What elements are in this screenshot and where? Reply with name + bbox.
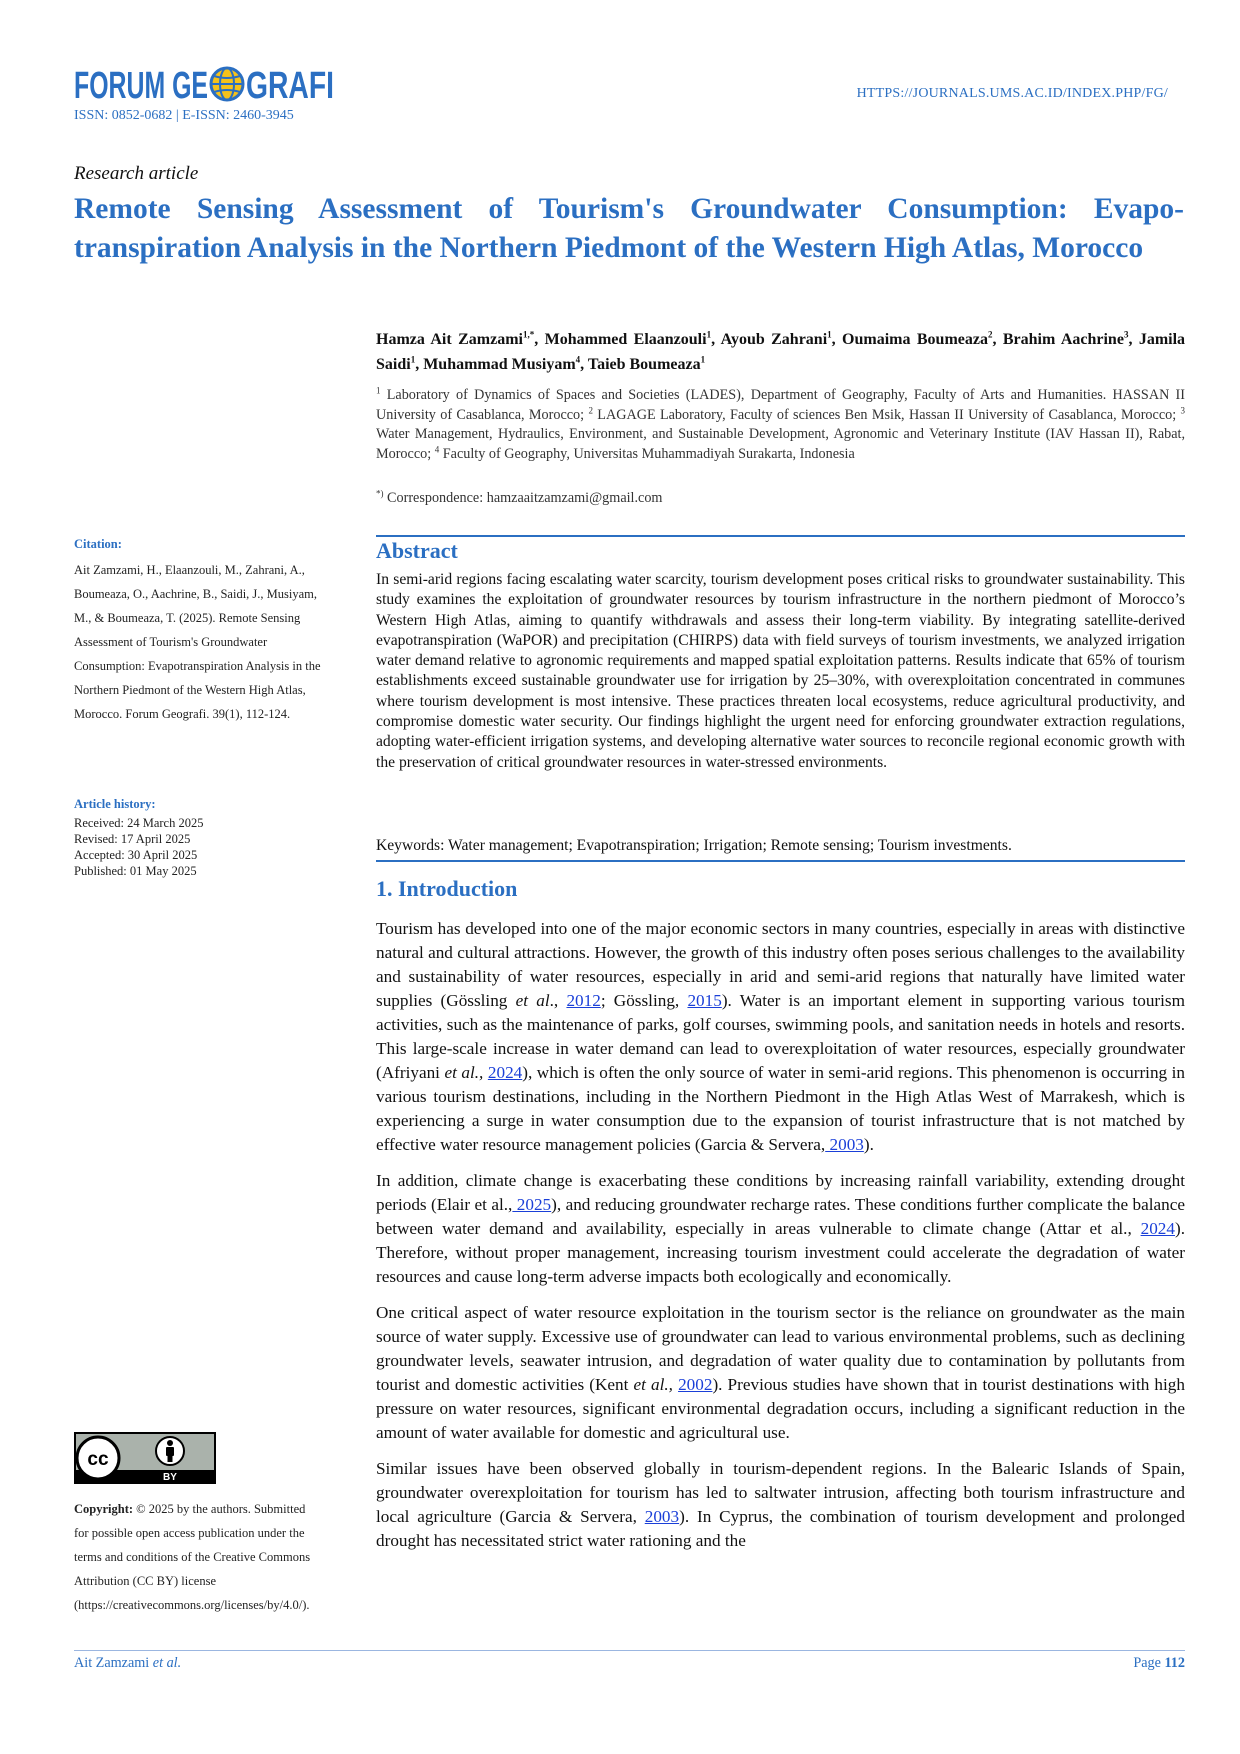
page-number: Page 112 [1133, 1655, 1185, 1671]
copyright-text: © 2025 by the authors. Submitted for possible open access publication under the terms and conditions of the Creative Commons Attribution (CC BY) license (https://creativecommons.org/licenses/by/4.0/). [74, 1502, 311, 1612]
paragraph: Tourism has developed into one of the major economic sectors in many countries, especially in areas with distinctive natural and cultural attractions. However, the growth of this industry often poses serious challenges to the availability and sustainability of water resources, especially in arid and semi-arid regions that naturally have limited water supplies (Gössling et al., 2012; Gössling, 2015). Water is an important element in supporting various tourism activities, such as the maintenance of parks, golf courses, swimming pools, and sanitation needs in hotels and resorts. This large-scale increase in water demand can lead to overexploitation of water resources, especially groundwater (Afriyani et al., 2024), which is often the only source of water in semi-arid regions. This phenomenon is occurring in various tourism destinations, including in the Northern Piedmont in the High Atlas West of Marrakesh, which is experiencing a surge in water consumption due to the expansion of tourist infrastructure that is not matched by effective water resource management policies (Garcia & Servera, 2003). [376, 919, 1186, 1154]
affiliation: Faculty of Geography, Universitas Muhammadiyah Surakarta, Indonesia [442, 445, 855, 462]
article-history-label: Article history: [74, 797, 156, 811]
globe-icon [211, 68, 243, 100]
author: Muhammad Musiyam$^4$ [423, 354, 581, 373]
article-title: Remote Sensing Assessment of Tourism's Groundwater Consumption: Evapo-transpiration Analysis in the Northern Piedmont of the Western High Atlas, Morocco [74, 193, 1184, 264]
history-received: Received: 24 March 2025 [74, 816, 204, 830]
history-revised: Revised: 17 April 2025 [74, 832, 191, 846]
reference-link[interactable]: 2002 [678, 1375, 713, 1394]
journal-url-link[interactable]: HTTPS://JOURNALS.UMS.AC.ID/INDEX.PHP/FG/ [856, 86, 1168, 101]
logo-text-left: FORUM GE [74, 65, 208, 107]
author: Hamza Ait Zamzami$^{1,*}$ [376, 329, 535, 348]
reference-link[interactable]: 2015 [687, 991, 722, 1010]
reference-link[interactable]: 2003 [644, 1507, 680, 1526]
citation-text: Ait Zamzami, H., Elaanzouli, M., Zahrani, A., Boumeaza, O., Aachrine, B., Saidi, J., Musiyam, M., & Boumeaza, T. (2025). Remote Sensing Assessment of Tourism's Groundwater Consumption: Evapotranspiration Analysis in the Northern Piedmont of the Western High Atlas, Morocco. Forum Geografi. 39(1), 112-124. [74, 563, 321, 721]
author: Mohammed Elaanzouli$^1$ [544, 329, 712, 348]
reference-link[interactable]: 2024 [1140, 1219, 1175, 1238]
cc-by-license-badge[interactable] [74, 1432, 216, 1484]
affiliations: $^1$ Laboratory of Dynamics of Spaces and Societies (LADES), Department of Geography, Faculty of Arts and Humanities. HASSAN II University of Casablanca, Morocco; $^2$ LAGAGE Laboratory, Faculty of sciences Ben Msik, Hassan II University of Casablanca, Morocco; $^3$ Water Management, Hydraulics, Environment, and Sustainable Development, Agronomic and Veterinary Institute (IAV Hassan II), Rabat, Morocco; $^4$ Faculty of Geography, Universitas Muhammadiyah Surakarta, Indonesia [376, 385, 1186, 462]
author: Brahim Aachrine$^3$ [1002, 329, 1129, 348]
author: Ayoub Zahrani$^1$ [720, 329, 832, 348]
cc-icon [77, 1437, 119, 1479]
affiliation: Laboratory of Dynamics of Spaces and Societies (LADES), Department of Geography, Faculty of Arts and Humanities. HASSAN II University of Casablanca, Morocco; [376, 387, 1186, 423]
section-heading-introduction: 1. Introduction [376, 876, 518, 901]
citation-label: Citation: [74, 537, 122, 551]
reference-link[interactable]: 2024 [487, 1063, 523, 1082]
svg-text:cc: cc [87, 1449, 109, 1470]
paragraph: In addition, climate change is exacerbating these conditions by increasing rainfall variability, extending drought periods (Elair et al., 2025), and reducing groundwater recharge rates. These conditions further complicate the balance between water demand and availability, especially in areas vulnerable to climate change (Attar et al., 2024). Therefore, without proper management, increasing tourism investment could accelerate the degradation of water resources and cause long-term adverse impacts both ecologically and economically. [376, 1171, 1186, 1286]
attribution-person-icon [156, 1437, 184, 1465]
author: Taieb Boumeaza$^1$ [587, 354, 706, 373]
logo-text-right: GRAFI [246, 65, 334, 107]
article-history [74, 815, 203, 879]
journal-logo [74, 62, 336, 107]
paragraph: One critical aspect of water resource exploitation in the tourism sector is the reliance on groundwater as the main source of water supply. Excessive use of groundwater can lead to various environmental problems, such as declining groundwater levels, seawater intrusion, and degradation of water quality due to contamination by pollutants from tourist and domestic activities (Kent et al., 2002). Previous studies have shown that in tourist destinations with high pressure on water resources, significant environmental degradation occurs, including a significant reduction in the amount of water available for domestic and agricultural use. [376, 1303, 1185, 1442]
affiliation: LAGAGE Laboratory, Faculty of sciences Ben Msik, Hassan II University of Casablanca, Morocco; [597, 406, 1177, 423]
abstract-text: In semi-arid regions facing escalating water scarcity, tourism development poses critical risks to groundwater sustainability. This study examines the exploitation of groundwater resources by tourism infrastructure in the northern piedmont of Morocco’s Western High Atlas, aiming to quantify withdrawals and assess their long-term viability. By integrating satellite-derived evapotranspiration (WaPOR) and precipitation (CHIRPS) data with field surveys of tourism investments, we analyzed irrigation water demand relative to agronomic requirements and mapped spatial exploitation patterns. Results indicate that 65% of tourism establishments exceed sustainable groundwater use for irrigation by 25–30%, with overexploitation concentrated in communes where tourism development is most intensive. These practices threaten local ecosystems, reduce agricultural productivity, and compromise domestic water security. Our findings highlight the urgent need for enforcing groundwater extraction regulations, adopting water-efficient irrigation systems, and developing alternative water sources to reconcile regional economic growth with the preservation of critical groundwater resources in water-stressed environments. [376, 571, 1185, 771]
paragraph: Similar issues have been observed globally in tourism-dependent regions. In the Balearic Islands of Spain, groundwater overexploitation for tourism has led to saltwater intrusion, affecting both tourism infrastructure and local agriculture (Garcia & Servera, 2003). In Cyprus, the combination of tourism development and prolonged drought has necessitated strict water rationing and the [376, 1459, 1186, 1550]
abstract-top-rule [376, 535, 1185, 537]
history-accepted: Accepted: 30 April 2025 [74, 848, 198, 862]
author: Jamila Saidi$^1$ [376, 331, 1186, 373]
footer-rule [74, 1650, 1185, 1651]
copyright-notice [74, 1497, 322, 1617]
issn: ISSN: 0852-0682 | E-ISSN: 2460-3945 [74, 108, 294, 123]
affiliation: Water Management, Hydraulics, Environment, and Sustainable Development, Agronomic and Veterinary Institute (IAV Hassan II), Rabat, Morocco; [376, 426, 1185, 462]
reference-link[interactable]: 2012 [566, 991, 601, 1010]
author-list: Hamza Ait Zamzami$^{1,*}$, Mohammed Elaanzouli$^1$, Ayoub Zahrani$^1$, Oumaima Boumeaza$^2$, Brahim Aachrine$^3$, Jamila Saidi$^1$, Muhammad Musiyam$^4$, Taieb Boumeaza$^1$ [376, 329, 1186, 373]
abstract-heading: Abstract [376, 538, 458, 563]
footer-author: Ait Zamzami et al. [74, 1655, 182, 1671]
reference-link[interactable]: 2003 [825, 1135, 864, 1154]
reference-link[interactable]: 2025 [512, 1195, 552, 1214]
keywords: Keywords: Water management; Evapotranspiration; Irrigation; Remote sensing; Tourism investments. [376, 837, 1012, 854]
copyright-label: Copyright: [74, 1502, 134, 1516]
by-label: BY [163, 1472, 177, 1483]
correspondence: *) Correspondence: hamzaaitzamzami@gmail.com [376, 488, 663, 506]
article-type: Research article [74, 163, 199, 184]
author: Oumaima Boumeaza$^2$ [842, 329, 993, 348]
history-published: Published: 01 May 2025 [74, 864, 197, 878]
abstract-bottom-rule [376, 860, 1185, 862]
introduction-body [376, 917, 1185, 1565]
